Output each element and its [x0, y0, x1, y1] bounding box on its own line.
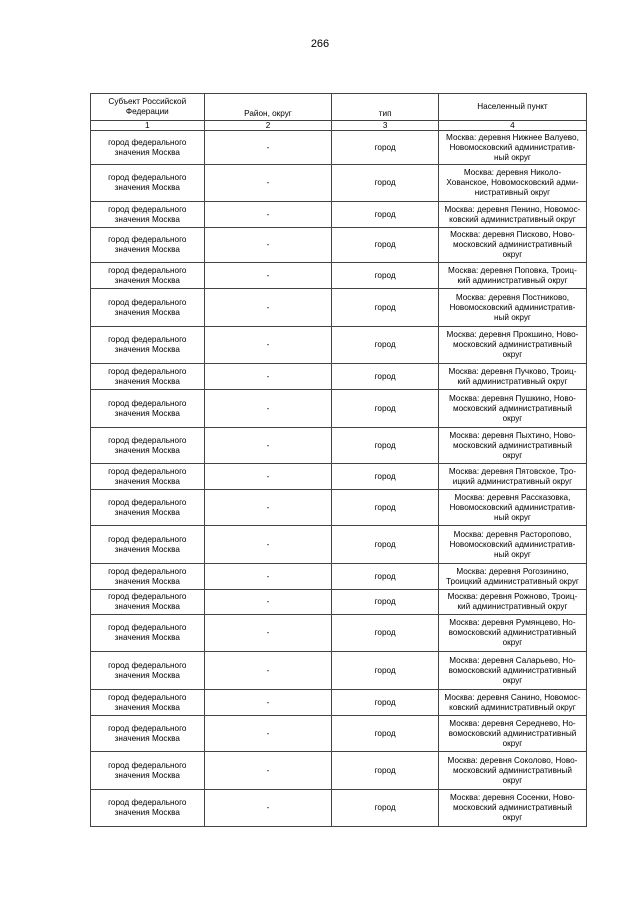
type-cell: город: [332, 428, 439, 464]
subject-cell: город федерального значения Москва: [91, 165, 205, 202]
page-number: 266: [310, 38, 330, 50]
type-cell: город: [332, 752, 439, 790]
type-cell: город: [332, 289, 439, 327]
subject-cell: город федерального значения Москва: [91, 564, 205, 590]
subject-cell: город федерального значения Москва: [91, 690, 205, 716]
place-cell: Москва: деревня Писково, Ново- московский административный округ: [438, 228, 586, 263]
subject-cell: город федерального значения Москва: [91, 464, 205, 490]
place-cell: Москва: деревня Саларьево, Но- вомосковский административный округ: [438, 652, 586, 690]
type-cell: город: [332, 716, 439, 752]
header-district: Район, округ: [204, 94, 332, 121]
table-row: [91, 752, 587, 790]
subject-cell: город федерального значения Москва: [91, 327, 205, 364]
place-cell: Москва: деревня Пушкино, Ново- московский административный округ: [438, 390, 586, 428]
subject-cell: город федерального значения Москва: [91, 263, 205, 289]
table-row: [91, 165, 587, 202]
header-type: тип: [332, 94, 439, 121]
type-cell: город: [332, 165, 439, 202]
type-cell: город: [332, 228, 439, 263]
settlements-table: [90, 93, 587, 827]
place-cell: Москва: деревня Пятовское, Тро- ицкий административный округ: [438, 464, 586, 490]
type-cell: город: [332, 526, 439, 564]
table-row: [91, 428, 587, 464]
subject-cell: город федерального значения Москва: [91, 790, 205, 827]
column-number: 4: [438, 121, 586, 131]
type-cell: город: [332, 615, 439, 652]
place-cell: Москва: деревня Постниково, Новомосковский административ- ный округ: [438, 289, 586, 327]
table-row: [91, 131, 587, 165]
place-cell: Москва: деревня Рассказовка, Новомосковский административ- ный округ: [438, 490, 586, 526]
type-cell: город: [332, 464, 439, 490]
type-cell: город: [332, 690, 439, 716]
table-row: [91, 464, 587, 490]
district-cell: -: [204, 364, 332, 390]
type-cell: город: [332, 202, 439, 228]
district-cell: -: [204, 615, 332, 652]
subject-cell: город федерального значения Москва: [91, 428, 205, 464]
table-row: [91, 390, 587, 428]
header-subject: Субъект Российской Федерации: [91, 94, 205, 121]
table-row: [91, 716, 587, 752]
district-cell: -: [204, 131, 332, 165]
table-row: [91, 289, 587, 327]
place-cell: Москва: деревня Пенино, Новомос- ковский административный округ: [438, 202, 586, 228]
place-cell: Москва: деревня Середнево, Но- вомосковский административный округ: [438, 716, 586, 752]
subject-cell: город федерального значения Москва: [91, 202, 205, 228]
subject-cell: город федерального значения Москва: [91, 716, 205, 752]
type-cell: город: [332, 364, 439, 390]
district-cell: -: [204, 428, 332, 464]
district-cell: -: [204, 652, 332, 690]
type-cell: город: [332, 564, 439, 590]
subject-cell: город федерального значения Москва: [91, 526, 205, 564]
district-cell: -: [204, 263, 332, 289]
place-cell: Москва: деревня Соколово, Ново- московский административный округ: [438, 752, 586, 790]
table-row: [91, 364, 587, 390]
type-cell: город: [332, 490, 439, 526]
subject-cell: город федерального значения Москва: [91, 289, 205, 327]
place-cell: Москва: деревня Поповка, Троиц- кий административный округ: [438, 263, 586, 289]
subject-cell: город федерального значения Москва: [91, 390, 205, 428]
table-row: [91, 263, 587, 289]
district-cell: -: [204, 716, 332, 752]
table-row: [91, 564, 587, 590]
table-row: [91, 490, 587, 526]
table-header-row: [91, 94, 587, 121]
district-cell: -: [204, 202, 332, 228]
subject-cell: город федерального значения Москва: [91, 228, 205, 263]
table-row: [91, 790, 587, 827]
type-cell: город: [332, 652, 439, 690]
column-number: 2: [204, 121, 332, 131]
subject-cell: город федерального значения Москва: [91, 131, 205, 165]
subject-cell: город федерального значения Москва: [91, 752, 205, 790]
column-number: 3: [332, 121, 439, 131]
table-row: [91, 615, 587, 652]
district-cell: -: [204, 526, 332, 564]
subject-cell: город федерального значения Москва: [91, 590, 205, 615]
table-row: [91, 228, 587, 263]
place-cell: Москва: деревня Рожново, Троиц- кий административный округ: [438, 590, 586, 615]
table-row: [91, 652, 587, 690]
table-row: [91, 690, 587, 716]
table-row: [91, 526, 587, 564]
place-cell: Москва: деревня Сосенки, Ново- московский административный округ: [438, 790, 586, 827]
type-cell: город: [332, 131, 439, 165]
place-cell: Москва: деревня Расторопово, Новомосковский административ- ный округ: [438, 526, 586, 564]
type-cell: город: [332, 390, 439, 428]
place-cell: Москва: деревня Румянцево, Но- вомосковский административный округ: [438, 615, 586, 652]
district-cell: -: [204, 464, 332, 490]
place-cell: Москва: деревня Нижнее Валуево, Новомосковский административ- ный округ: [438, 131, 586, 165]
place-cell: Москва: деревня Пучково, Троиц- кий административный округ: [438, 364, 586, 390]
district-cell: -: [204, 390, 332, 428]
place-cell: Москва: деревня Рогозинино, Троицкий административный округ: [438, 564, 586, 590]
type-cell: город: [332, 590, 439, 615]
place-cell: Москва: деревня Николо- Хованское, Новомосковский адми- нистративный округ: [438, 165, 586, 202]
subject-cell: город федерального значения Москва: [91, 364, 205, 390]
table-row: [91, 590, 587, 615]
district-cell: -: [204, 228, 332, 263]
table-row: [91, 327, 587, 364]
district-cell: -: [204, 790, 332, 827]
subject-cell: город федерального значения Москва: [91, 652, 205, 690]
subject-cell: город федерального значения Москва: [91, 490, 205, 526]
district-cell: -: [204, 590, 332, 615]
district-cell: -: [204, 289, 332, 327]
type-cell: город: [332, 263, 439, 289]
subject-cell: город федерального значения Москва: [91, 615, 205, 652]
place-cell: Москва: деревня Пыхтино, Ново- московский административный округ: [438, 428, 586, 464]
type-cell: город: [332, 790, 439, 827]
place-cell: Москва: деревня Санино, Новомос- ковский административный округ: [438, 690, 586, 716]
header-place: Населенный пункт: [438, 94, 586, 121]
type-cell: город: [332, 327, 439, 364]
column-number-row: [91, 121, 587, 131]
district-cell: -: [204, 327, 332, 364]
table-row: [91, 202, 587, 228]
district-cell: -: [204, 564, 332, 590]
district-cell: -: [204, 165, 332, 202]
column-number: 1: [91, 121, 205, 131]
district-cell: -: [204, 752, 332, 790]
district-cell: -: [204, 490, 332, 526]
district-cell: -: [204, 690, 332, 716]
place-cell: Москва: деревня Прокшино, Ново- московский административный округ: [438, 327, 586, 364]
